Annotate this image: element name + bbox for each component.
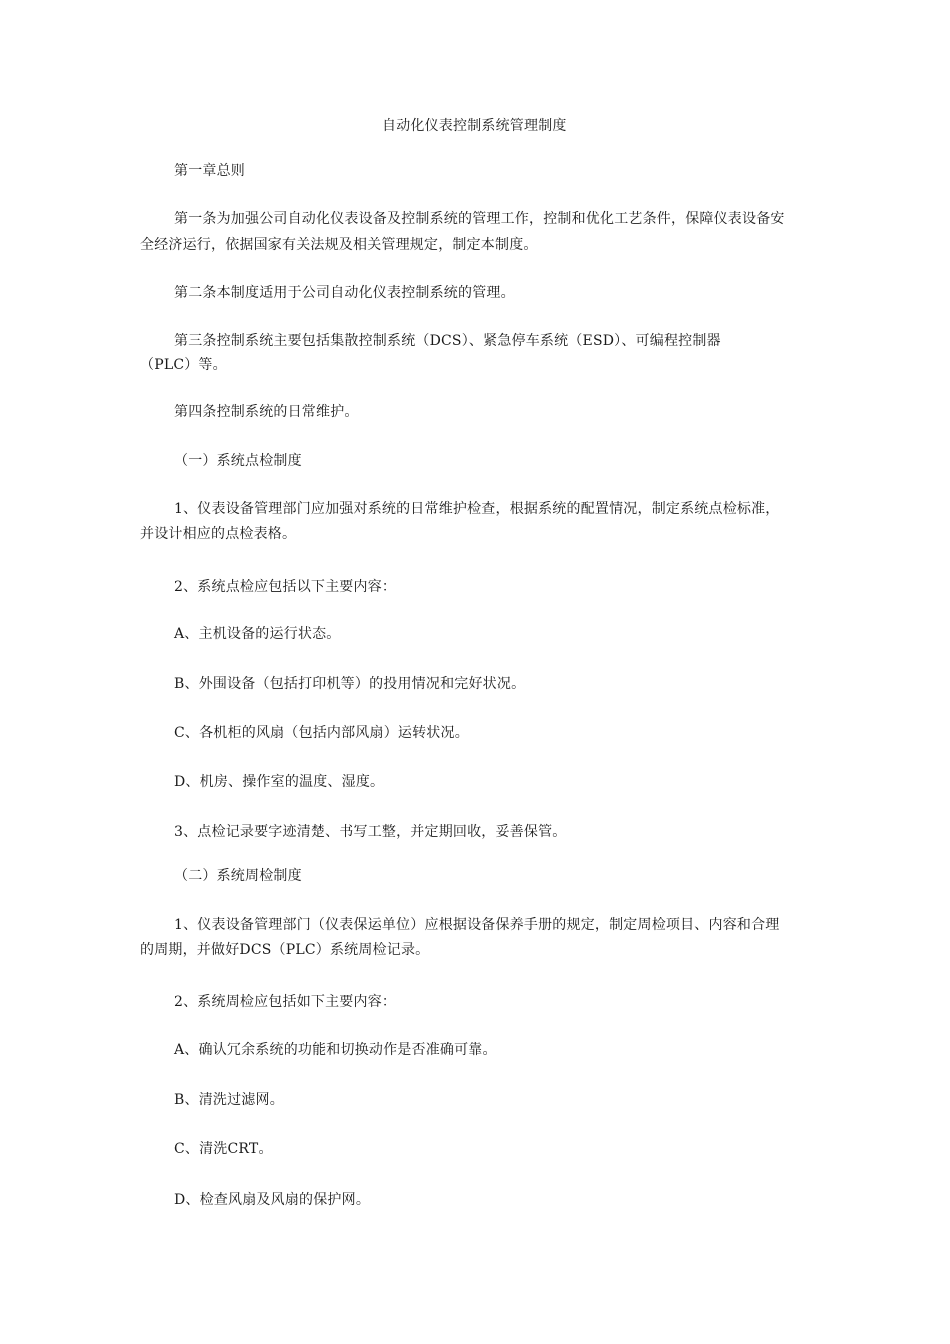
section-2-heading: （二）系统周检制度 [174, 868, 302, 884]
article-4: 第四条控制系统的日常维护。 [174, 404, 359, 420]
section-1-item-1-line-2: 并设计相应的点检表格。 [140, 526, 297, 542]
section-1-item-2-b: B、外围设备（包括打印机等）的投用情况和完好状况。 [174, 676, 526, 692]
article-3-line-2: （PLC）等。 [140, 357, 227, 373]
section-1-heading: （一）系统点检制度 [174, 453, 302, 469]
section-1-item-2-a: A、主机设备的运行状态。 [174, 626, 341, 642]
section-1-item-2-d: D、机房、操作室的温度、湿度。 [174, 774, 385, 790]
section-2-item-2-c: C、清洗CRT。 [174, 1141, 273, 1157]
section-1-item-3: 3、点检记录要字迹清楚、书写工整，并定期回收，妥善保管。 [174, 824, 567, 840]
section-2-item-2-d: D、检查风扇及风扇的保护网。 [174, 1192, 371, 1208]
article-3-line-1: 第三条控制系统主要包括集散控制系统（DCS）、紧急停车系统（ESD）、可编程控制器 [174, 333, 721, 349]
section-2-item-1-line-1: 1、仪表设备管理部门（仪表保运单位）应根据设备保养手册的规定，制定周检项目、内容和合理 [174, 917, 780, 933]
section-1-item-2: 2、系统点检应包括以下主要内容： [174, 579, 397, 595]
section-1-item-2-c: C、各机柜的风扇（包括内部风扇）运转状况。 [174, 725, 469, 741]
article-1-line-2: 全经济运行，依据国家有关法规及相关管理规定，制定本制度。 [140, 237, 538, 253]
document-title: 自动化仪表控制系统管理制度 [382, 118, 567, 134]
section-1-item-1-line-1: 1、仪表设备管理部门应加强对系统的日常维护检查，根据系统的配置情况，制定系统点检标准， [174, 501, 780, 517]
chapter-heading: 第一章总则 [174, 163, 245, 179]
article-1-line-1: 第一条为加强公司自动化仪表设备及控制系统的管理工作，控制和优化工艺条件，保障仪表设备安 [174, 211, 785, 227]
section-2-item-2: 2、系统周检应包括如下主要内容： [174, 994, 397, 1010]
section-2-item-2-a: A、确认冗余系统的功能和切换动作是否准确可靠。 [174, 1042, 497, 1058]
section-2-item-1-line-2: 的周期，并做好DCS（PLC）系统周检记录。 [140, 942, 430, 958]
section-2-item-2-b: B、清洗过滤网。 [174, 1092, 284, 1108]
article-2: 第二条本制度适用于公司自动化仪表控制系统的管理。 [174, 285, 515, 301]
